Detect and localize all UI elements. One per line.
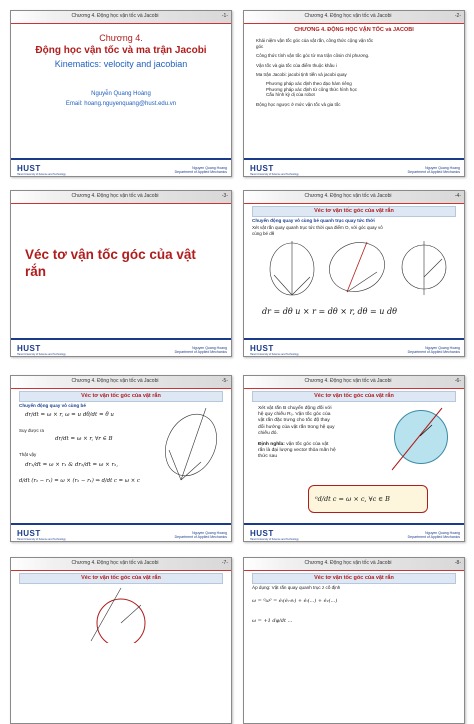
- footer-dept: Department of Applied Mechanics: [407, 535, 460, 539]
- that-label: Thật vậy: [19, 452, 37, 457]
- outline-item: Ma trận Jacobi: jacobi tịnh tiến và jacobi quay: [256, 72, 347, 78]
- body-line: đổi hướng của vật rắn trong hệ quy: [258, 424, 335, 430]
- slide-3[interactable]: [10, 190, 232, 357]
- footer-info: [175, 531, 227, 539]
- body-text: [252, 225, 457, 236]
- outline-item: Vận tốc và gia tốc của điểm thuộc khâu i: [256, 62, 337, 68]
- formula-1: ω = ⁰ω⁰ = ėᵢ(ėᵢ·eᵢ) + ėᵢ(...) + ė₂(...): [252, 598, 338, 604]
- suy-label: Suy được ra: [19, 428, 44, 433]
- slide-1[interactable]: [10, 10, 232, 177]
- footer-info: [175, 346, 227, 354]
- title-vi: Động học vận tốc và ma trận Jacobi: [35, 45, 207, 56]
- body-diagram: [151, 400, 226, 490]
- hust-logo-sub: Hanoi University of Science and Technology: [250, 353, 299, 356]
- footer-author: Nguyen Quang Hoang: [192, 531, 227, 535]
- header-title: Chương 4. Động học vận tốc và Jacobi: [304, 560, 392, 566]
- slide-6[interactable]: [243, 375, 465, 542]
- slide-header: [11, 376, 231, 389]
- email: Email: hoang.nguyenquang@hust.edu.vn: [65, 101, 177, 107]
- header-title: Chương 4. Động học vận tốc và Jacobi: [304, 13, 392, 19]
- header-title: Chương 4. Động học vận tốc và Jacobi: [304, 378, 392, 384]
- slide-header: [244, 191, 464, 204]
- body-line: vật rắn đặc trưng cho tốc độ thay: [258, 418, 330, 424]
- footer-author: Nguyen Quang Hoang: [192, 346, 227, 350]
- slide-2[interactable]: [243, 10, 465, 177]
- body-line: hệ quy chiếu R₀. Vận tốc góc của: [258, 412, 331, 418]
- slide-title-bar: Véc tơ vận tốc góc của vật rắn: [252, 391, 456, 402]
- hust-logo: HUST: [17, 164, 41, 173]
- outline-item: Công thức tính vận tốc góc từ ma trận côsin chỉ phương.: [256, 53, 370, 59]
- slide-4[interactable]: [243, 190, 465, 357]
- outline-item: góc: [256, 43, 264, 49]
- body-diagram: [61, 583, 181, 643]
- outline-subitem: Phương pháp xác định từ công thức hình học: [266, 86, 358, 92]
- slide-7[interactable]: [10, 557, 232, 724]
- formula-2: ω = +1 dφ/dt ...: [252, 618, 293, 624]
- slide-8[interactable]: [243, 557, 465, 724]
- definition-formula: ⁰d/dt c = ω × c, ∀c ∈ B: [315, 495, 390, 503]
- hust-logo: HUST: [250, 529, 274, 538]
- header-title: Chương 4. Động học vận tốc và Jacobi: [304, 193, 392, 199]
- page-number: -1-: [221, 13, 228, 19]
- formula-1: dr/dt = ω × r, ω = u dθ/dt = θ̇ u: [25, 412, 114, 418]
- formula-2: dr/dt = ω × r, ∀r ∈ B: [55, 436, 113, 442]
- author: Nguyễn Quang Hoàng: [91, 91, 151, 97]
- hust-logo-sub: Hanoi University of Science and Technology: [250, 173, 299, 176]
- footer-info: [175, 166, 227, 174]
- outline-item: Khái niệm vận tốc góc của vật rắn, công thức cộng vận tốc: [256, 38, 374, 43]
- footer-dept: Department of Applied Mechanics: [174, 350, 227, 354]
- footer-info: [408, 531, 460, 539]
- body-line: Xét vật rắn quay quanh trục tức thời qua điểm O, với góc quay vô: [252, 225, 383, 230]
- slide-header: [244, 376, 464, 389]
- slide-footer: [11, 338, 231, 356]
- slide-header: [244, 558, 464, 571]
- footer-info: [408, 346, 460, 354]
- slide-footer: [244, 523, 464, 541]
- omega-diagram: [382, 400, 462, 480]
- page-number: -5-: [221, 378, 228, 384]
- header-title: Chương 4. Động học vận tốc và Jacobi: [71, 560, 159, 566]
- outline-heading: CHƯƠNG 4. ĐỘNG HỌC VẬN TỐC và JACOBI: [294, 27, 414, 33]
- formula-3: dr₁/dt = ω × r₁ & dr₂/dt = ω × r₂,: [25, 462, 119, 468]
- outline-item: Động học ngược ở mức vận tốc và gia tốc: [256, 101, 341, 107]
- hust-logo-sub: Hanoi University of Science and Technology: [250, 538, 299, 541]
- hust-logo-sub: Hanoi University of Science and Technology: [17, 538, 66, 541]
- header-title: Chương 4. Động học vận tốc và Jacobi: [71, 13, 159, 19]
- hust-logo-sub: Hanoi University of Science and Technology: [17, 173, 66, 176]
- footer-author: Nguyen Quang Hoang: [192, 166, 227, 170]
- header-title: Chương 4. Động học vận tốc và Jacobi: [71, 378, 159, 384]
- page-number: -8-: [454, 560, 461, 566]
- footer-dept: Department of Applied Mechanics: [174, 170, 227, 174]
- slide-header: [11, 558, 231, 571]
- outline-subitem: Cấu hình kỳ dị của robot: [266, 92, 315, 98]
- body-line: rắn là đại lượng vector thỏa mãn hệ: [258, 448, 336, 454]
- slide-footer: [11, 523, 231, 541]
- slide-title-bar: Véc tơ vận tốc góc của vật rắn: [19, 573, 223, 584]
- footer-info: [408, 166, 460, 174]
- slide-title-bar: Véc tơ vận tốc góc của vật rắn: [252, 573, 456, 584]
- subheading: Chuyển động quay vô cùng bé: [19, 403, 86, 408]
- hust-logo: HUST: [250, 344, 274, 353]
- page-number: -3-: [221, 193, 228, 199]
- slide-footer: [244, 158, 464, 176]
- header-title: Chương 4. Động học vận tốc và Jacobi: [71, 193, 159, 199]
- footer-author: Nguyen Quang Hoang: [425, 346, 460, 350]
- rotation-formula: dr = dθ u × r = dθ × r, dθ = u dθ: [262, 307, 397, 316]
- slide-header: [11, 191, 231, 204]
- rotation-diagram: [252, 237, 457, 302]
- hust-logo-sub: Hanoi University of Science and Technology: [17, 353, 66, 356]
- hust-logo: HUST: [17, 344, 41, 353]
- slide-title-bar: Véc tơ vận tốc góc của vật rắn: [252, 206, 456, 217]
- page-number: -6-: [454, 378, 461, 384]
- slide-footer: [244, 338, 464, 356]
- footer-dept: Department of Applied Mechanics: [174, 535, 227, 539]
- slide-header: [244, 11, 464, 24]
- subheading: Chuyển động quay vô cùng bé quanh trục quay tức thời: [252, 218, 375, 223]
- formula-box: [308, 485, 428, 513]
- page-number: -7-: [221, 560, 228, 566]
- hust-logo: HUST: [17, 529, 41, 538]
- section-title: Véc tơ vận tốc góc của vật rắn: [25, 247, 196, 279]
- slide-5[interactable]: [10, 375, 232, 542]
- slide-title-bar: Véc tơ vận tốc góc của vật rắn: [19, 391, 223, 402]
- slide-header: [11, 11, 231, 24]
- title-en: Kinematics: velocity and jacobian: [54, 59, 188, 69]
- footer-dept: Department of Applied Mechanics: [407, 350, 460, 354]
- slide-footer: [11, 158, 231, 176]
- definition-label: Định nghĩa:: [258, 442, 285, 448]
- outline-subitem: Phương pháp xác định theo đạo hàm riêng: [266, 80, 352, 86]
- body-line: chiếu đó.: [258, 430, 278, 436]
- body-line: thức sau: [258, 454, 278, 460]
- chapter-label: Chương 4.: [99, 33, 143, 43]
- formula-4: d/dt (r₂ − r₁) = ω × (r₂ − r₁) ⇒ d/dt c = ω × c: [19, 478, 140, 484]
- body-line: cùng bé dθ: [252, 230, 275, 236]
- page-number: -4-: [454, 193, 461, 199]
- footer-dept: Department of Applied Mechanics: [407, 170, 460, 174]
- definition-text: [258, 406, 376, 461]
- subheading: Áp dụng: Vật rắn quay quanh trục z cố định: [252, 585, 341, 590]
- footer-author: Nguyen Quang Hoang: [425, 531, 460, 535]
- outline-list: [256, 38, 456, 107]
- definition-line: vận tốc góc của vật: [284, 442, 329, 448]
- body-line: Xét vật rắn B chuyển động đối với: [258, 406, 332, 411]
- hust-logo: HUST: [250, 164, 274, 173]
- page-number: -2-: [454, 13, 461, 19]
- footer-author: Nguyen Quang Hoang: [425, 166, 460, 170]
